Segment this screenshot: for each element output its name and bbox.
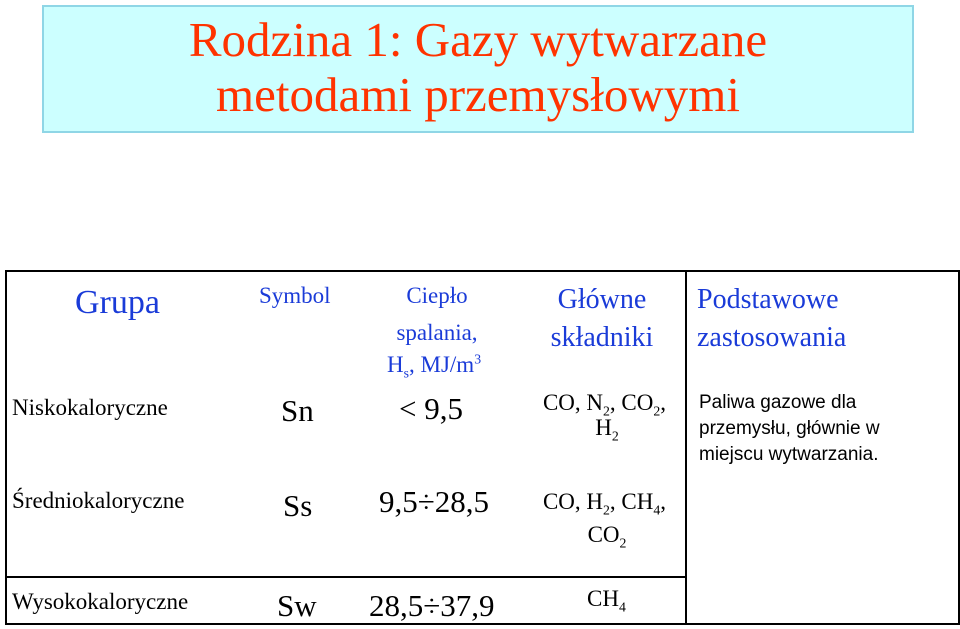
row-3-symbol: Sw bbox=[277, 588, 317, 623]
row-2-skladniki-line-1 bbox=[522, 489, 687, 518]
row-1-symbol: Sn bbox=[281, 393, 314, 428]
row-2-skladniki-co-sub: 2 bbox=[619, 535, 627, 551]
header-zastosowania-line-1: Podstawowe bbox=[697, 284, 839, 315]
row-2-skladniki-part-2-sub: 4 bbox=[653, 502, 661, 518]
row-1-skladniki-part-2-sub: 2 bbox=[653, 403, 661, 419]
row-2-cieplo-max: 28,5 bbox=[434, 484, 490, 519]
row-3-cieplo-min: 28,5 bbox=[369, 588, 424, 623]
zastosowania-line-1: Paliwa gazowe dla bbox=[699, 392, 857, 413]
row-1-skladniki-line-2 bbox=[552, 415, 662, 444]
row-1-skladniki-h: H bbox=[595, 415, 612, 440]
table-divider-vertical bbox=[685, 272, 687, 623]
header-cieplo-line-1: Ciepło bbox=[406, 283, 468, 308]
header-cieplo-line-2: spalania, bbox=[396, 320, 478, 345]
row-3-skladniki bbox=[587, 586, 626, 615]
row-3-cieplo-divide: ÷ bbox=[423, 588, 441, 623]
row-2-skladniki-line-2 bbox=[552, 522, 662, 551]
row-1-cieplo: < 9,5 bbox=[399, 391, 463, 426]
row-3-cieplo bbox=[369, 589, 495, 623]
header-cieplo-unit: , MJ/m bbox=[409, 352, 475, 377]
row-1-skladniki-part-3: , bbox=[660, 390, 667, 415]
row-1-skladniki-line-1 bbox=[522, 390, 687, 419]
zastosowania-line-2: przemysłu, głównie w bbox=[699, 418, 880, 439]
row-1-grupa: Niskokaloryczne bbox=[12, 395, 168, 420]
row-2-symbol: Ss bbox=[283, 488, 313, 523]
header-cieplo-unit-sup: 3 bbox=[474, 351, 482, 367]
row-2-skladniki-part-2: , CH bbox=[609, 489, 654, 514]
title-box bbox=[42, 5, 914, 133]
header-skladniki-line-1: Główne bbox=[557, 284, 647, 315]
row-3-skladniki-ch-sub: 4 bbox=[618, 599, 626, 615]
row-1-skladniki-part-2: , CO bbox=[609, 390, 654, 415]
header-cieplo-symbol-sub: s bbox=[403, 365, 409, 381]
row-2-skladniki-part-3: , bbox=[660, 489, 667, 514]
table-divider-horizontal bbox=[7, 576, 687, 578]
page-title-line-2: metodami przemysłowymi bbox=[216, 67, 740, 122]
row-2-cieplo bbox=[379, 485, 489, 519]
row-3-cieplo-max: 37,9 bbox=[440, 588, 495, 623]
row-2-grupa: Średniokaloryczne bbox=[12, 488, 185, 513]
gas-table bbox=[5, 270, 960, 625]
row-2-skladniki-co: CO bbox=[587, 522, 620, 547]
row-3-skladniki-ch: CH bbox=[587, 586, 619, 611]
zastosowania-line-3: miejscu wytwarzania. bbox=[699, 444, 879, 465]
header-cieplo-line-3 bbox=[387, 351, 482, 381]
header-grupa: Grupa bbox=[75, 284, 160, 321]
row-3-grupa: Wysokokaloryczne bbox=[12, 589, 189, 614]
row-2-cieplo-min: 9,5 bbox=[379, 484, 418, 519]
page-title-line-1: Rodzina 1: Gazy wytwarzane bbox=[188, 12, 768, 67]
row-1-skladniki-part-1: CO, N bbox=[542, 390, 604, 415]
header-zastosowania-line-2: zastosowania bbox=[697, 322, 847, 353]
row-1-skladniki-h-sub: 2 bbox=[611, 428, 619, 444]
row-1-skladniki-part-1-sub: 2 bbox=[603, 403, 610, 419]
row-2-skladniki-part-1-sub: 2 bbox=[603, 502, 610, 518]
row-2-skladniki-part-1: CO, H bbox=[542, 489, 604, 514]
row-2-cieplo-divide: ÷ bbox=[417, 484, 435, 519]
header-skladniki-line-2: składniki bbox=[550, 322, 654, 353]
header-symbol: Symbol bbox=[259, 283, 331, 308]
header-cieplo-symbol: H bbox=[387, 352, 404, 377]
